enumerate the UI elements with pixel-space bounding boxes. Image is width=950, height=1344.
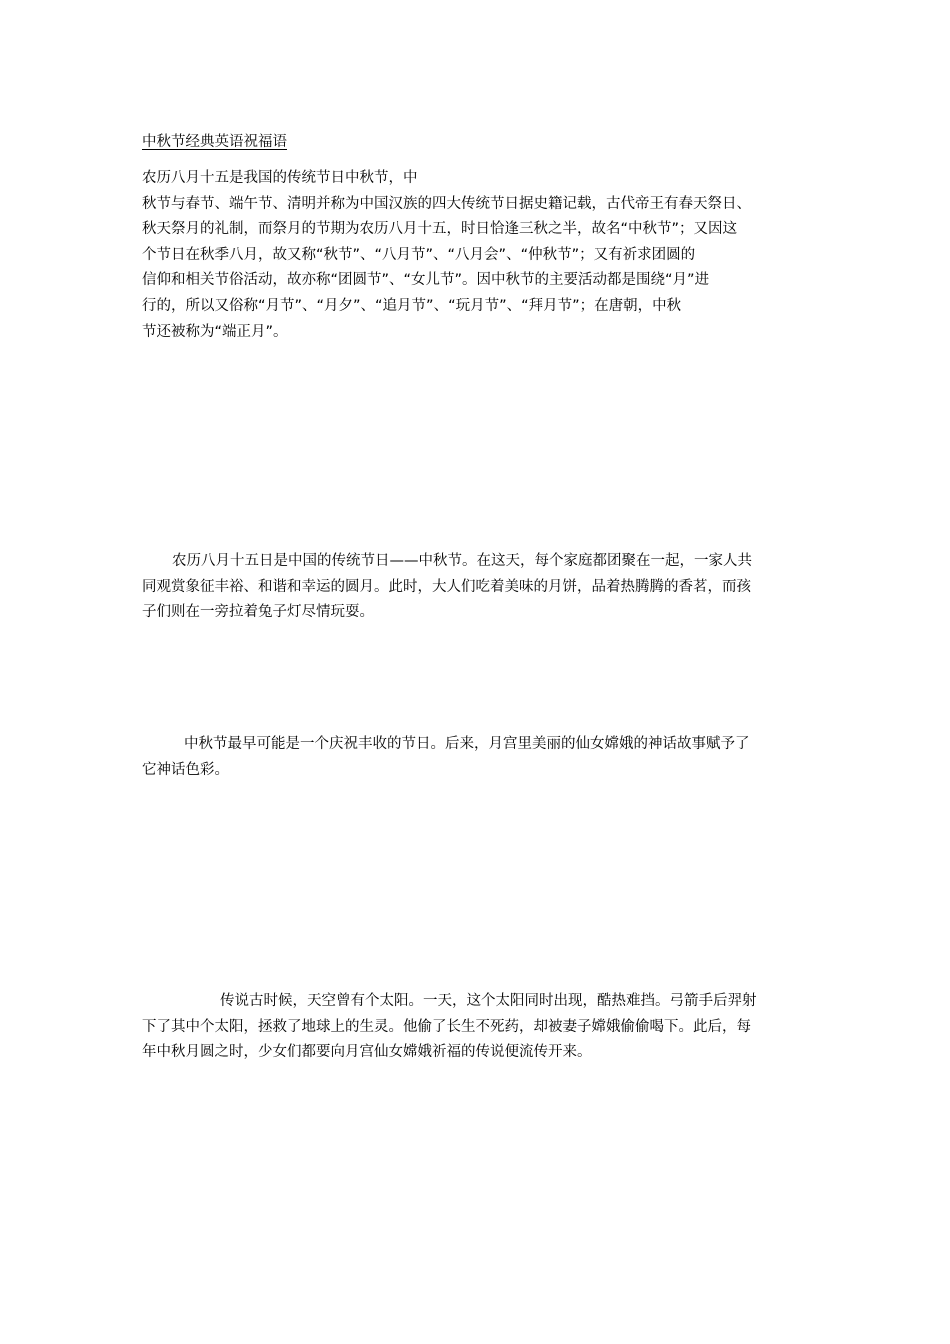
paragraph-line: 同观赏象征丰裕、和谐和幸运的圆月。此时，大人们吃着美味的月饼，品着热腾腾的香茗，而孩	[142, 578, 751, 595]
paragraph-harvest-origin	[142, 732, 812, 783]
paragraph-festival-names	[142, 166, 812, 345]
paragraph-line: 个节日在秋季八月，故又称“秋节”、“八月节”、“八月会”、“仲秋节”；又有祈求团圆的	[142, 246, 696, 263]
paragraph-line: 中秋节最早可能是一个庆祝丰收的节日。后来，月宫里美丽的仙女嫦娥的神话故事赋予了	[184, 736, 750, 752]
paragraph-family-reunion	[142, 549, 812, 626]
paragraph-line: 农历八月十五是我国的传统节日中秋节，中	[142, 170, 418, 186]
paragraph-legend	[142, 989, 812, 1066]
paragraph-line: 节还被称为“端正月”。	[142, 323, 288, 340]
paragraph-line: 行的，所以又俗称“月节”、“月夕”、“追月节”、“玩月节”、“拜月节”；在唐朝，中秋	[142, 297, 682, 314]
document-title: 中秋节经典英语祝福语	[142, 134, 287, 150]
paragraph-line: 下了其中个太阳，拯救了地球上的生灵。他偷了长生不死药，却被妻子嫦娥偷偷喝下。此后，每	[142, 1018, 751, 1035]
paragraph-line: 年中秋月圆之时，少女们都要向月宫仙女嫦娥祈福的传说便流传开来。	[142, 1044, 592, 1061]
paragraph-line: 秋节与春节、端午节、清明并称为中国汉族的四大传统节日据史籍记载，古代帝王有春天祭日、	[142, 195, 751, 212]
paragraph-line: 农历八月十五日是中国的传统节日——中秋节。在这天，每个家庭都团聚在一起，一家人共	[172, 553, 752, 569]
paragraph-line: 子们则在一旁拉着兔子灯尽情玩耍。	[142, 604, 374, 621]
paragraph-line: 信仰和相关节俗活动，故亦称“团圆节”、“女儿节”。因中秋节的主要活动都是围绕“月”进	[142, 272, 710, 289]
paragraph-line: 秋天祭月的礼制，而祭月的节期为农历八月十五，时日恰逢三秋之半，故名“中秋节”；又因这	[142, 221, 738, 238]
paragraph-line: 传说古时候，天空曾有个太阳。一天，这个太阳同时出现，酷热难挡。弓箭手后羿射	[220, 993, 757, 1009]
paragraph-line: 它神话色彩。	[142, 761, 229, 778]
